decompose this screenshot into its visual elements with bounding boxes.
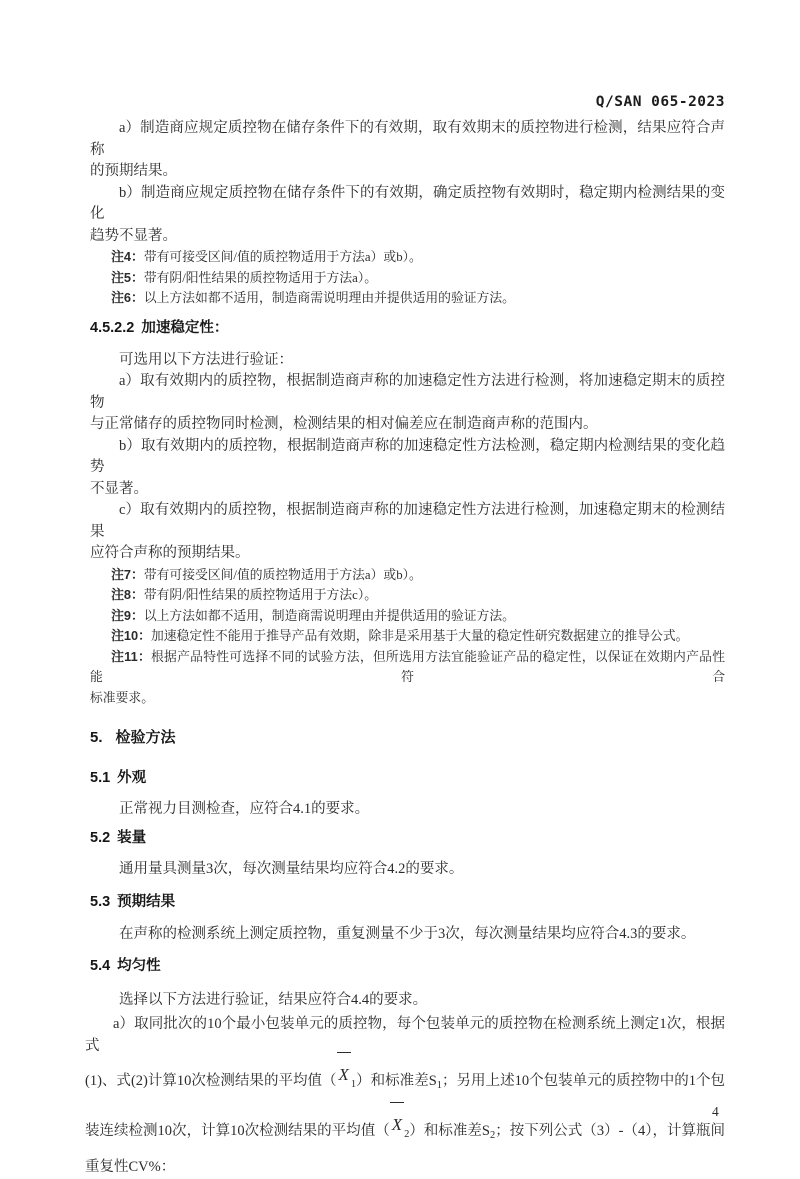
- note-label: 注11：: [111, 648, 151, 664]
- section-title: 外观: [117, 770, 147, 786]
- paragraph-line: a）取有效期内的质控物，根据制造商声称的加速稳定性方法进行检测，将加速稳定期末的质控物: [90, 373, 725, 411]
- note-text: 带有可接受区间/值的质控物适用于方法a）或b）。: [143, 567, 422, 582]
- paragraph-line: c）取有效期内的质控物，根据制造商声称的加速稳定性方法进行检测，加速稳定期末的检测结果: [90, 502, 725, 540]
- section-title: 装量: [117, 829, 147, 846]
- paragraph-line: a）取同批次的10个最小包装单元的质控物，每个包装单元的质控物在检测系统上测定1次，根据式: [85, 1016, 725, 1054]
- formula-text: ）和标准差S: [409, 1123, 490, 1139]
- xbar2-symbol: [390, 1107, 410, 1156]
- paragraph-line: b）取有效期内的质控物，根据制造商声称的加速稳定性方法检测，稳定期内检测结果的变化趋势: [90, 437, 725, 475]
- xbar-base: X: [337, 1052, 351, 1096]
- section-number: 5.2: [90, 829, 111, 846]
- formula-line: 重复性CV%：: [85, 1159, 176, 1175]
- note-text: 带有可接受区间/值的质控物适用于方法a）或b）。: [143, 250, 422, 264]
- section-number: 5.4: [90, 957, 111, 974]
- note-text: 以上方法如都不适用，制造商需说明理由并提供适用的验证方法。: [143, 608, 515, 623]
- note-line: [90, 585, 725, 606]
- document-page: [85, 94, 726, 1179]
- section-number: 4.5.2.2: [90, 319, 135, 336]
- section-heading-5-2: [90, 830, 725, 846]
- note-label: 注5：: [111, 269, 144, 285]
- note-line: [90, 647, 725, 688]
- note-label: 注7：: [111, 566, 144, 582]
- note-text: 带有阴/阳性结果的质控物适用于方法c）。: [143, 588, 378, 602]
- formula-text: ）和标准差S: [356, 1073, 437, 1089]
- xbar-subscript: 2: [404, 1129, 410, 1140]
- formula-paragraph: [85, 1014, 725, 1179]
- section-heading-5-1: [90, 770, 725, 786]
- paragraph-line: 的预期结果。: [90, 163, 177, 179]
- note-label: 注10：: [111, 628, 151, 643]
- note-line: [90, 626, 725, 647]
- section-heading-5-4: [90, 958, 725, 974]
- formula-line: [85, 1057, 725, 1107]
- xbar-subscript: 1: [350, 1079, 357, 1090]
- paragraph-line: b）制造商应规定质控物在储存条件下的有效期，确定质控物有效期时，稳定期内检测结果的变化: [90, 184, 725, 222]
- xbar-base: X: [390, 1102, 404, 1146]
- section-heading-4-5-2-2: [90, 320, 725, 336]
- section-number: 5.1: [90, 770, 111, 786]
- paragraph-line: a）制造商应规定质控物在储存条件下的有效期，取有效期末的质控物进行检测，结果应符合声称: [90, 120, 725, 158]
- note-text: 加速稳定性不能用于推导产品有效期，除非是采用基于大量的稳定性研究数据建立的推导公式。: [150, 629, 689, 643]
- formula-text: (1)、式(2)计算10次检测结果的平均值（: [85, 1073, 337, 1089]
- note-line: [90, 288, 725, 309]
- s1-subscript: 1: [436, 1080, 443, 1091]
- paragraph-line: 与正常储存的质控物同时检测，检测结果的相对偏差应在制造商声称的范围内。: [90, 416, 598, 432]
- formula-text: ；按下列公式（3）-（4），计算瓶间: [495, 1123, 726, 1139]
- note-line: [90, 247, 725, 268]
- s2-subscript: 2: [490, 1130, 496, 1141]
- formula-text: 装连续检测10次，计算10次检测结果的平均值（: [85, 1123, 390, 1139]
- paragraph-line: 应符合声称的预期结果。: [90, 545, 250, 561]
- formula-text: ；另用上述10个包装单元的质控物中的1个包: [442, 1073, 725, 1089]
- note-line: [90, 606, 725, 627]
- note-text: 根据产品特性可选择不同的试验方法，但所选用方法宜能验证产品的稳定性，以保证在效期内产品性能符合: [90, 649, 726, 684]
- section-title: 预期结果: [117, 894, 176, 910]
- note-line: 标准要求。: [90, 690, 154, 705]
- doc-number: Q/SAN 065-2023: [595, 94, 725, 110]
- note-line: [90, 268, 725, 289]
- section-title: 均匀性: [117, 957, 161, 974]
- note-text: 以上方法如都不适用，制造商需说明理由并提供适用的验证方法。: [143, 291, 515, 305]
- section-title: 检验方法: [115, 729, 176, 746]
- note-label: 注9：: [111, 607, 144, 623]
- section-title: 加速稳定性：: [141, 319, 229, 336]
- paragraph-line: 不显著。: [90, 480, 148, 497]
- paragraph-line: 可选用以下方法进行验证：: [119, 351, 293, 368]
- section-heading-5: [90, 730, 725, 746]
- page-number: 4: [712, 1104, 719, 1119]
- section-heading-5-3: [90, 894, 725, 910]
- note-label: 注6：: [111, 290, 144, 305]
- paragraph-line: 通用量具测量3次，每次测量结果均应符合4.2的要求。: [119, 860, 464, 877]
- note-text: 带有阴/阳性结果的质控物适用于方法a）。: [143, 270, 378, 285]
- paragraph-line: 在声称的检测系统上测定质控物，重复测量不少于3次，每次测量结果均应符合4.3的要求。: [119, 926, 696, 942]
- section-number: 5.3: [90, 894, 111, 910]
- paragraph-line: 选择以下方法进行验证，结果应符合4.4的要求。: [119, 991, 428, 1008]
- xbar1-symbol: [337, 1057, 357, 1106]
- section-number: 5.: [90, 729, 103, 746]
- formula-line: [85, 1107, 725, 1157]
- note-label: 注8：: [111, 587, 144, 602]
- paragraph-line: 正常视力目测检查，应符合4.1的要求。: [119, 801, 370, 817]
- note-label: 注4：: [111, 249, 144, 264]
- note-line: [90, 565, 725, 586]
- paragraph-line: 趋势不显著。: [90, 227, 177, 244]
